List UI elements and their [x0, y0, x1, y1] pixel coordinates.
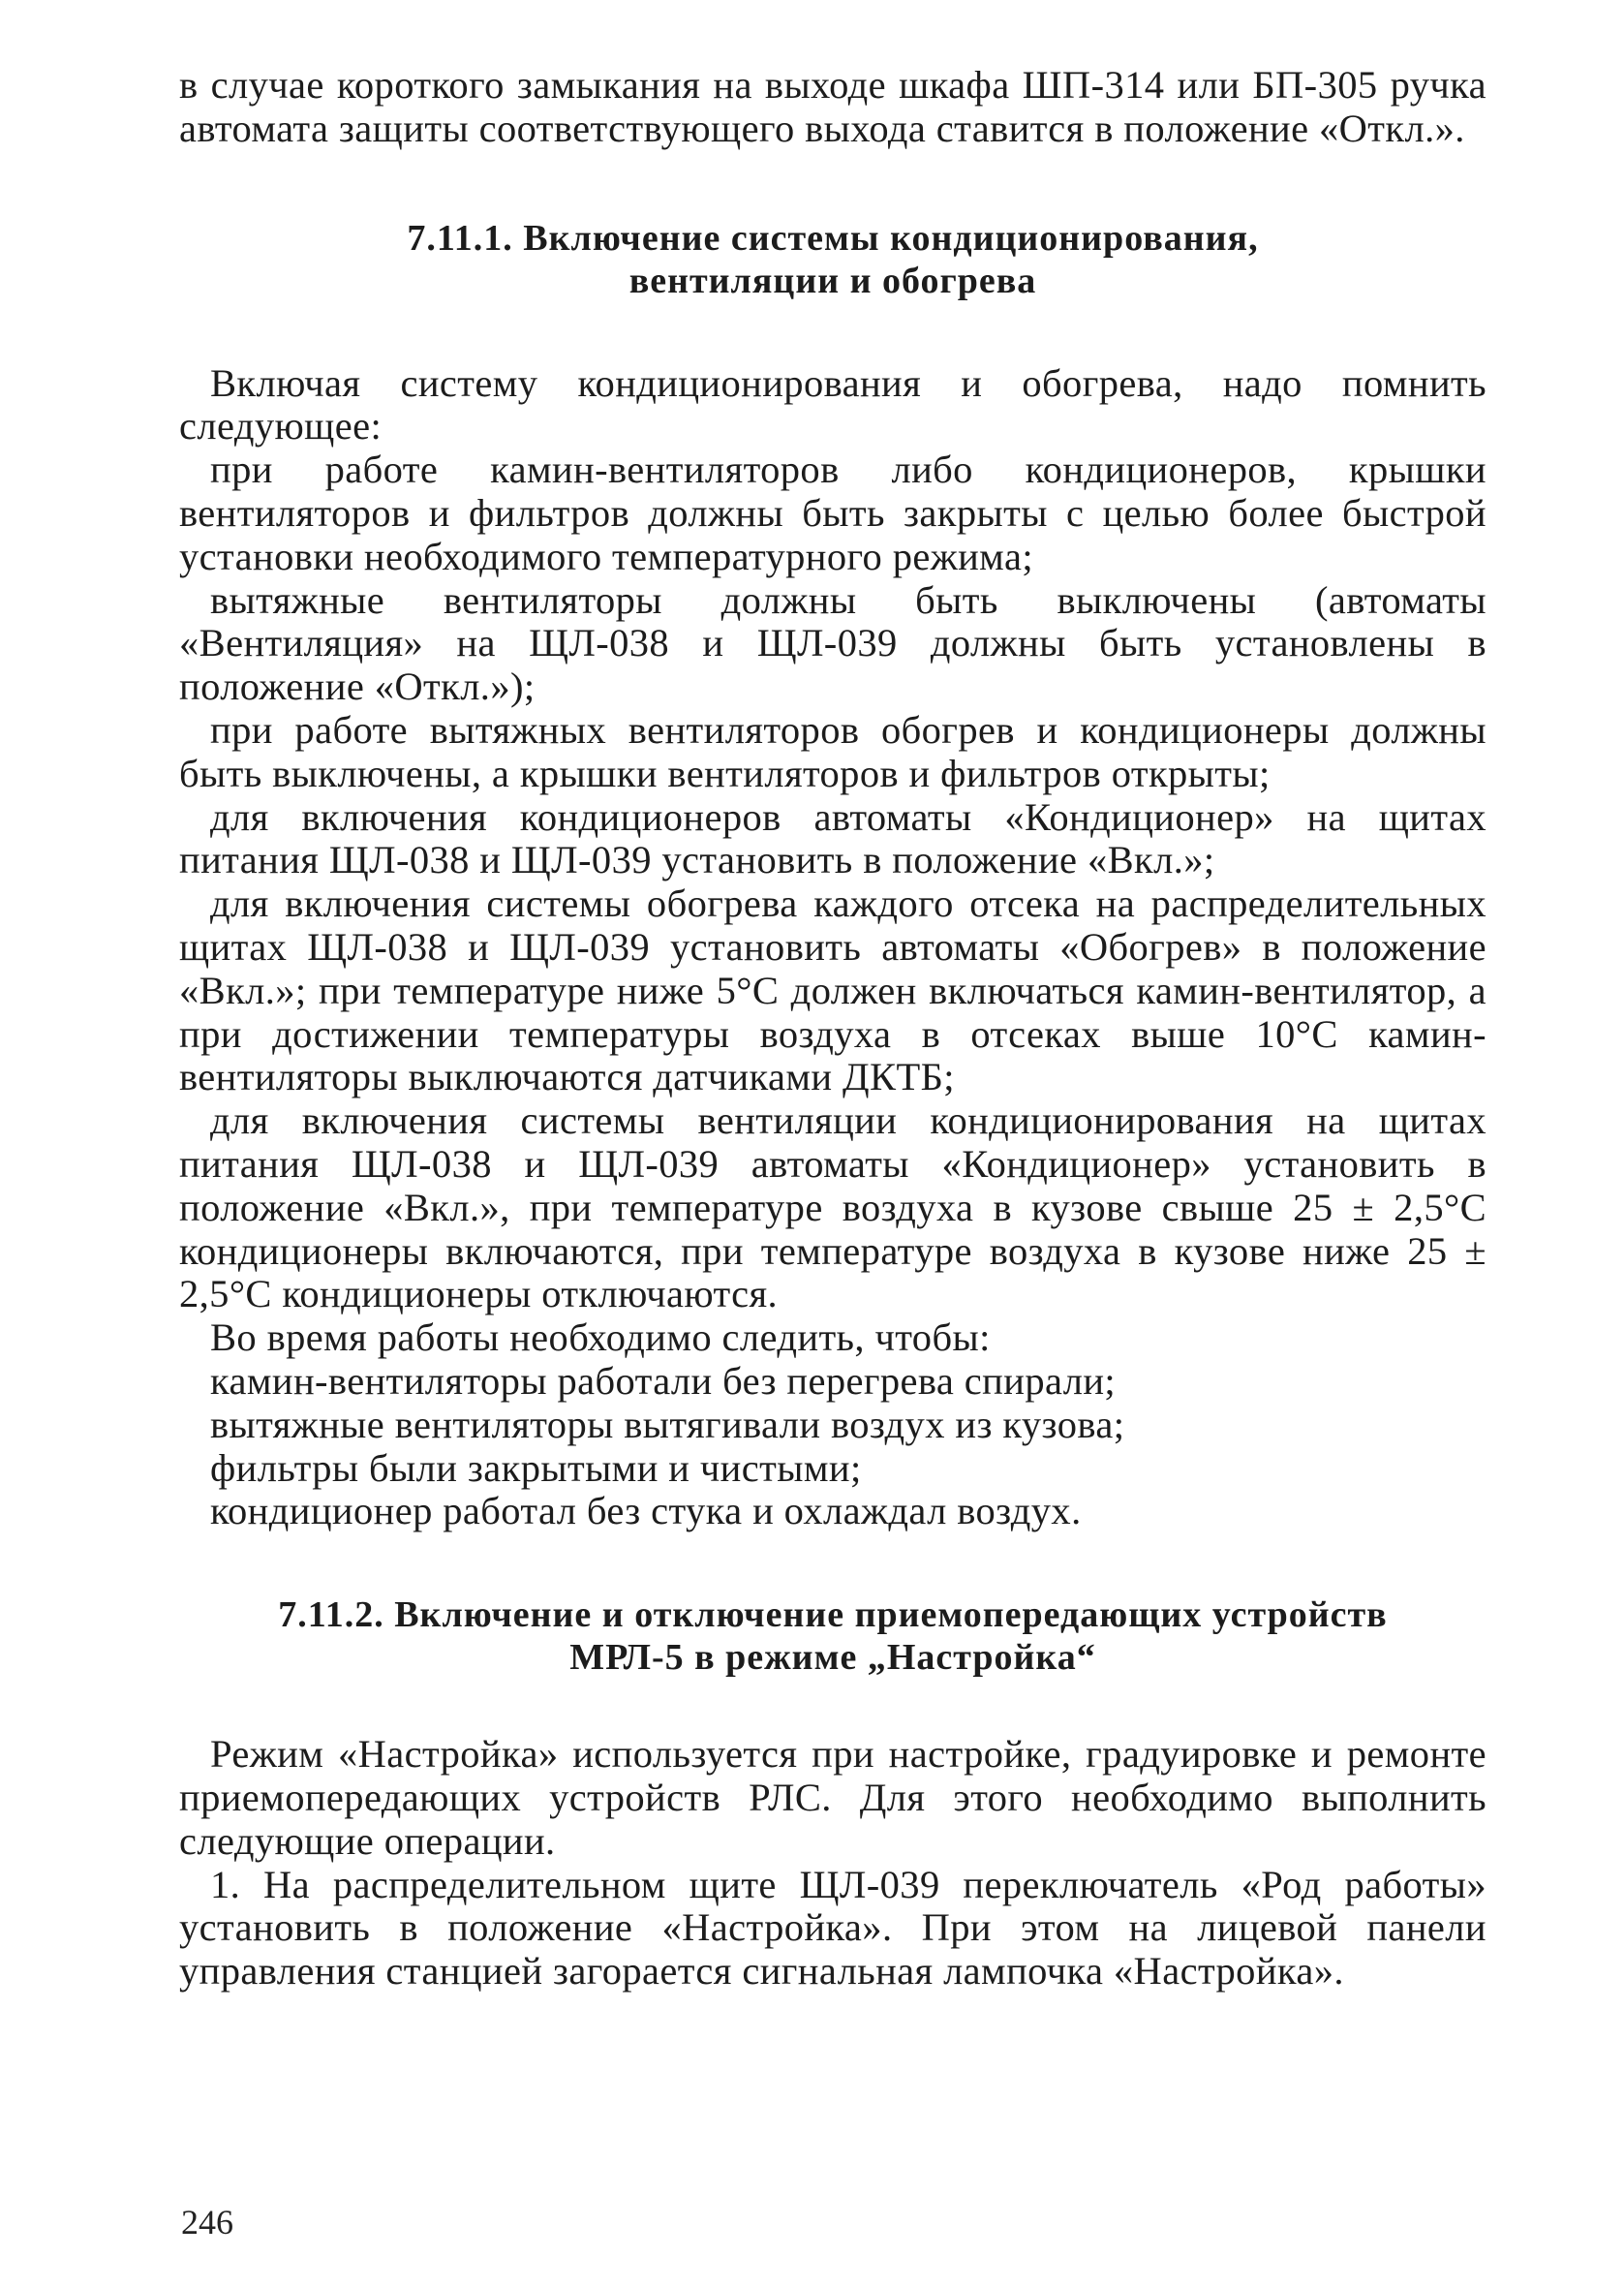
monitor-item: фильтры были закрытыми и чистыми; — [210, 1445, 862, 1490]
page-number: 246 — [181, 2203, 233, 2242]
list-item: для включения системы обогрева каждого отсека на распределительных щитах ЩЛ-038 и ЩЛ-039 установить автоматы «Обогрев» в положение «Вкл.»; при температуре ниже 5°С должен включаться камин-вентилятор, а при достижении температуры воздуха в отсеках выше 10°С камин-вентиляторы выключаются датчиками ДКТБ; — [179, 881, 1486, 1099]
document-page — [179, 64, 1486, 1994]
lead-paragraph: Включая систему кондиционирования и обогрева, надо помнить следующее: — [179, 360, 1486, 448]
section-heading-line: вентиляции и обогрева — [628, 260, 1037, 301]
intro-paragraph: в случае короткого замыкания на выходе шкафа ШП-314 или БП-305 ручка автомата защиты соответствующего выхода ставится в положение «Откл.». — [179, 63, 1486, 150]
section-heading-line: 7.11.1. Включение системы кондиционирования, — [407, 217, 1259, 259]
monitor-item: кондиционер работал без стука и охлаждал воздух. — [210, 1489, 1082, 1533]
section-heading-7-11-1 — [179, 217, 1486, 302]
section-heading-line: 7.11.2. Включение и отключение приемопередающих устройств — [278, 1594, 1388, 1636]
list-item: для включения кондиционеров автоматы «Кондиционер» на щитах питания ЩЛ-038 и ЩЛ-039 установить в положение «Вкл.»; — [179, 794, 1486, 882]
monitor-lead: Во время работы необходимо следить, чтобы: — [210, 1315, 991, 1360]
section-heading-7-11-2 — [179, 1593, 1486, 1679]
list-item: при работе вытяжных вентиляторов обогрев и кондиционеры должны быть выключены, а крышки вентиляторов и фильтров открыты; — [179, 707, 1486, 795]
numbered-step-1: 1. На распределительном щите ЩЛ-039 переключатель «Род работы» установить в положение «Настройка». При этом на лицевой панели управления станцией загорается сигнальная лампочка «Настройка». — [179, 1862, 1486, 1994]
section-heading-line: МРЛ-5 в режиме „Настройка“ — [569, 1637, 1096, 1679]
body-paragraph: Режим «Настройка» используется при настройке, градуировке и ремонте приемопередающих устройств РЛС. Для этого необходимо выполнить следующие операции. — [179, 1732, 1486, 1863]
list-item: вытяжные вентиляторы должны быть выключены (автоматы «Вентиляция» на ЩЛ-038 и ЩЛ-039 должны быть установлены в положение «Откл.»); — [179, 577, 1486, 709]
list-item: при работе камин-вентиляторов либо кондиционеров, крышки вентиляторов и фильтров должны быть закрыты с целью более быстрой установки необходимого температурного режима; — [179, 448, 1486, 578]
monitor-list — [179, 1360, 1486, 1533]
monitor-item: камин-вентиляторы работали без перегрева спирали; — [210, 1358, 1117, 1403]
list-item: для включения системы вентиляции кондиционирования на щитах питания ЩЛ-038 и ЩЛ-039 автоматы «Кондиционер» установить в положение «Вкл.», при температуре воздуха в кузове свыше 25 ± 2,5°С кондиционеры включаются, при температуре воздуха в кузове ниже 25 ± 2,5°С кондиционеры отключаются. — [179, 1098, 1486, 1316]
monitor-item: вытяжные вентиляторы вытягивали воздух из кузова; — [210, 1402, 1125, 1446]
